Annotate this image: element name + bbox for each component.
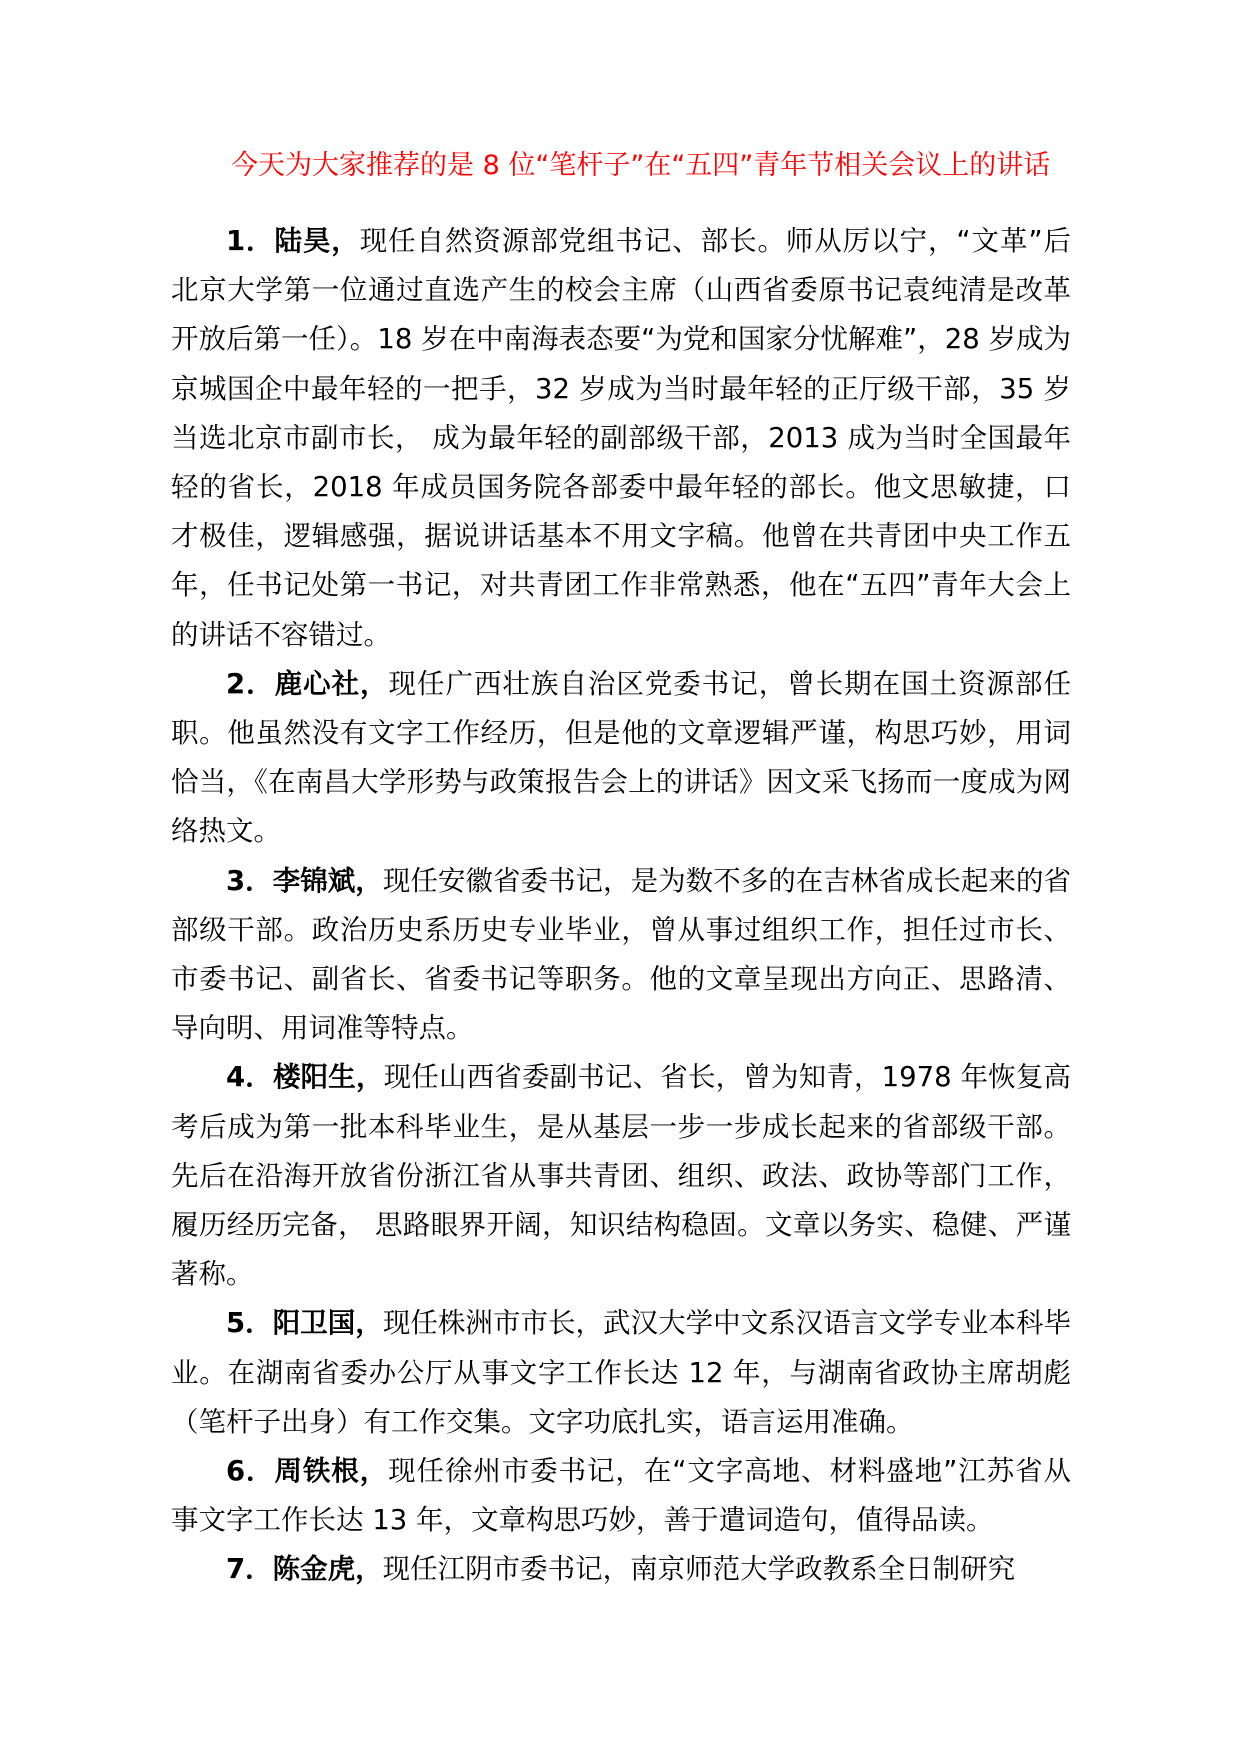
- entry-name: 楼阳生，: [272, 1061, 384, 1094]
- entry-number: 7．: [226, 1553, 273, 1586]
- entry-paragraph-4: [171, 1053, 1071, 1299]
- entry-number: 6．: [226, 1455, 275, 1488]
- entry-number: 5．: [226, 1307, 273, 1340]
- intro-heading: 今天为大家推荐的是 8 位“笔杆子”在“五四”青年节相关会议上的讲话: [231, 150, 1051, 181]
- entry-text: 现任自然资源部党组书记、部长。师从厉以宁，“文革”后北京大学第一位通过直选产生的校会主席（山西省委原书记袁纯清是改革开放后第一任）。18 岁在中南海表态要“为党和国家分忧解难”，28 岁成为京城国企中最年轻的一把手，32 岁成为当时最年轻的正厅级干部，35 岁当选北京市副市长， 成为最年轻的副部级干部，2013 成为当时全国最年轻的省长，2018 年成员国务院各部委中最年轻的部长。他文思敏捷，口才极佳，逻辑感强，据说讲话基本不用文字稿。他曾在共青团中央工作五年，任书记处第一书记，对共青团工作非常熟悉，他在“五四”青年大会上的讲话不容错过。: [171, 225, 1072, 651]
- document-body: [171, 217, 1071, 1595]
- entry-name: 鹿心社，: [274, 667, 389, 700]
- entry-number: 2．: [226, 667, 275, 700]
- entry-number: 3．: [226, 864, 273, 897]
- entry-paragraph-6: [171, 1447, 1071, 1545]
- entry-name: 周铁根，: [274, 1455, 389, 1488]
- entry-text: 现任株洲市市长，武汉大学中文系汉语言文学专业本科毕业。在湖南省委办公厅从事文字工作长达 12 年，与湖南省政协主席胡彪（笔杆子出身）有工作交集。文字功底扎实，语言运用准确。: [171, 1307, 1072, 1438]
- entry-number: 1．: [226, 225, 275, 257]
- entry-paragraph-2: [171, 660, 1071, 857]
- entry-paragraph-7: [171, 1545, 1071, 1594]
- entry-text: 现任安徽省委书记，是为数不多的在吉林省成长起来的省部级干部。政治历史系历史专业毕业，曾从事过组织工作，担任过市长、市委书记、副省长、省委书记等职务。他的文章呈现出方向正、思路清、导向明、用词准等特点。: [171, 864, 1072, 1045]
- entry-text: 现任山西省委副书记、省长，曾为知青，1978 年恢复高考后成为第一批本科毕业生，是从基层一步一步成长起来的省部级干部。先后在沿海开放省份浙江省从事共青团、组织、政法、政协等部门工作，履历经历完备， 思路眼界开阔，知识结构稳固。文章以务实、稳健、严谨著称。: [171, 1061, 1071, 1291]
- entry-name: 陈金虎，: [272, 1553, 383, 1586]
- entry-name: 陆昊，: [274, 225, 360, 257]
- entry-text: 现任广西壮族自治区党委书记，曾长期在国土资源部任职。他虽然没有文字工作经历，但是他的文章逻辑严谨，构思巧妙，用词恰当，《在南昌大学形势与政策报告会上的讲话》因文采飞扬而一度成为网络热文。: [171, 667, 1072, 848]
- entry-number: 4．: [226, 1061, 273, 1094]
- entry-paragraph-3: [171, 857, 1071, 1054]
- entry-text: 现任江阴市委书记，南京师范大学政教系全日制研究: [382, 1553, 1016, 1586]
- entry-text: 现任徐州市委书记，在“文字高地、材料盛地”江苏省从事文字工作长达 13 年，文章构思巧妙，善于遣词造句，值得品读。: [171, 1455, 1072, 1537]
- entry-name: 阳卫国，: [272, 1307, 383, 1340]
- entry-paragraph-5: [171, 1299, 1071, 1447]
- entry-paragraph-1: [171, 217, 1071, 660]
- entry-name: 李锦斌，: [272, 864, 383, 897]
